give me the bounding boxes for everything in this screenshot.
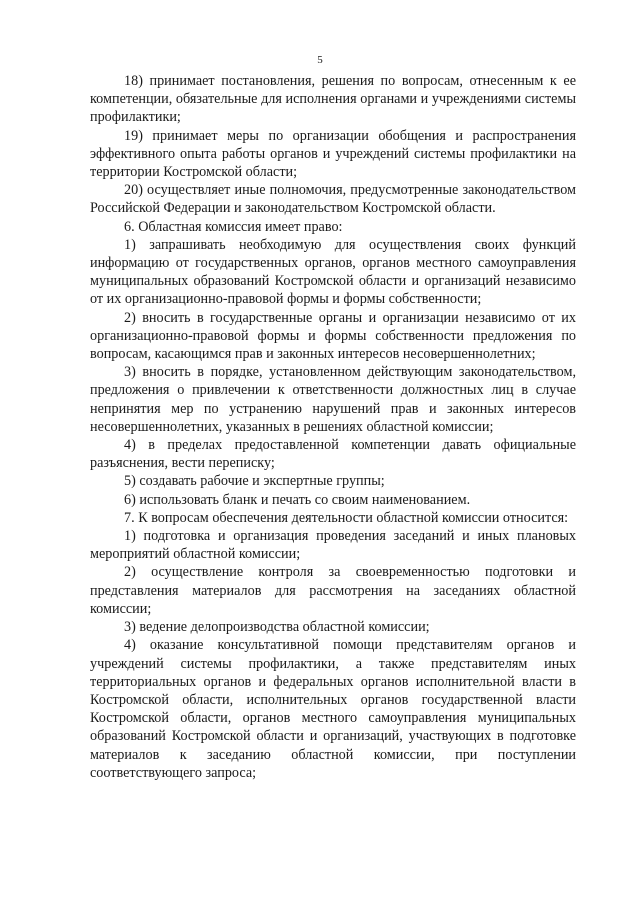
paragraph-item-20: 20) осуществляет иные полномочия, предусмотренные законодательством Российской Федерации и законодательством Костромской области. — [90, 182, 576, 217]
paragraph-right-1: 1) запрашивать необходимую для осуществления своих функций информацию от государственных органов, органов местного самоуправления муниципальных образований Костромской области и организаций независимо от их организационно-правовой формы и формы собственности; — [90, 236, 576, 308]
paragraph-right-3: 3) вносить в порядке, установленном действующим законодательством, предложения о привлечении к ответственности должностных лиц в случае непринятия мер по устранению нарушений прав и законных интересов несовершеннолетних, указанных в решениях областной комиссии; — [90, 364, 576, 435]
paragraph-support-1: 1) подготовка и организация проведения заседаний и иных плановых мероприятий областной комиссии; — [90, 528, 576, 563]
paragraph-item-18: 18) принимает постановления, решения по вопросам, отнесенным к ее компетенции, обязательные для исполнения органами и учреждениями системы профилактики; — [90, 73, 576, 126]
paragraph-right-5: 5) создавать рабочие и экспертные группы; — [124, 473, 385, 490]
paragraph-right-4: 4) в пределах предоставленной компетенции давать официальные разъяснения, вести переписку; — [90, 437, 576, 472]
paragraph-right-6: 6) использовать бланк и печать со своим наименованием. — [124, 491, 471, 508]
paragraph-support-3: 3) ведение делопроизводства областной комиссии; — [124, 619, 430, 636]
paragraph-right-2: 2) вносить в государственные органы и организации независимо от их организационно-правовой формы и формы собственности предложения по вопросам, касающимся прав и законных интересов несовершеннолетних; — [90, 309, 576, 363]
paragraph-item-19: 19) принимает меры по организации обобщения и распространения эффективного опыта работы органов и учреждений системы профилактики на территории Костромской области; — [90, 127, 576, 181]
section-6-heading: 6. Областная комиссия имеет право: — [124, 218, 343, 235]
document-body — [90, 72, 576, 782]
paragraph-support-2: 2) осуществление контроля за своевременностью подготовки и представления материалов для рассмотрения на заседаниях областной комиссии; — [90, 564, 576, 617]
paragraph-support-4: 4) оказание консультативной помощи представителям органов и учреждений системы профилактики, а также представителям иных территориальных органов и федеральных органов исполнительной власти в Костромской области, исполнительных органов государственной власти Костромской области, органов местного самоуправления муниципальных образований Костромской области и организаций, участвующих в подготовке материалов к заседанию областной комиссии, при поступлении соответствующего запроса; — [90, 637, 576, 781]
section-7-heading: 7. К вопросам обеспечения деятельности областной комиссии относится: — [124, 509, 569, 526]
page-number: 5 — [317, 54, 323, 66]
